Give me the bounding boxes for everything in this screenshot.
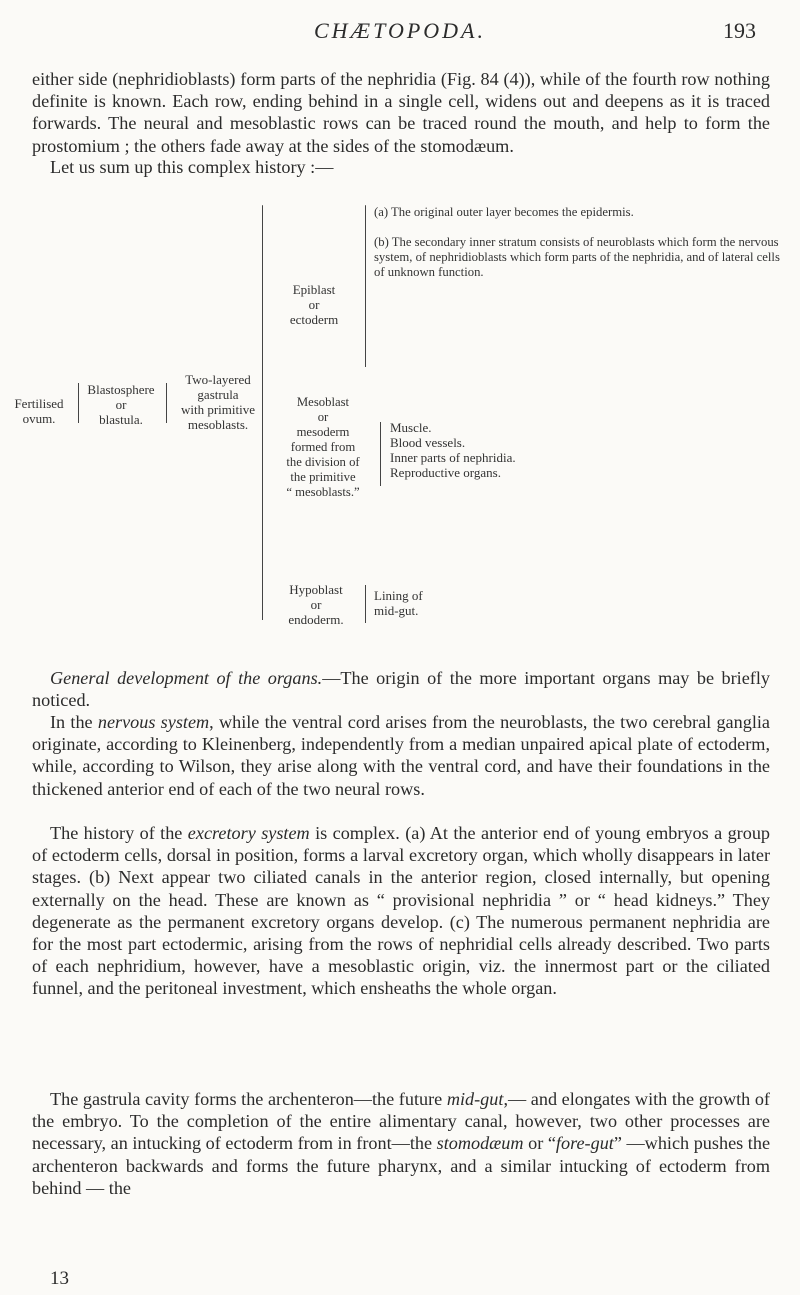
brace-stage-2 xyxy=(166,383,167,423)
page-header xyxy=(0,14,800,48)
stage-gastrula: Two-layered gastrula with primitive mesoblasts. xyxy=(180,372,256,432)
term-mid-gut: mid-gut xyxy=(446,1089,504,1109)
summary-line: Let us sum up this complex history :— xyxy=(50,157,334,177)
signature-mark: 13 xyxy=(50,1268,69,1289)
hypoblast-brace xyxy=(365,585,366,623)
section-heading: General development of the organs. xyxy=(50,668,323,688)
hypoblast-fate: Lining of mid-gut. xyxy=(374,588,423,618)
intro-paragraph: either side (nephridioblasts) form parts of the nephridia (Fig. 84 (4)), while of the fourth row nothing definite is known. Each row, ending behind in a single cell, widens out and deepens as it is traced forwards. The neural and mesoblastic rows can be traced round the mouth, and help to form the prostomium ; the others fade away at the sides of the stomodæum. xyxy=(32,69,770,156)
term-fore-gut: fore-gut xyxy=(555,1133,614,1154)
epiblast-fate-a: (a) The original outer layer becomes the epidermis. xyxy=(374,205,634,219)
epiblast-fate-b: (b) The secondary inner stratum consists of neuroblasts which form the nervous system, of nephridioblasts which form parts of the nephridia, and of lateral cells of unknown function. xyxy=(374,235,780,279)
paragraph-excretory-system: The history of the excretory system is complex. (a) At the anterior end of young embryos a group of ectoderm cells, dorsal in position, forms a larval excretory organ, which wholly disappears in later stages. (b) Next appear two ciliated canals in the anterior region, closed internally, but opening externally on the head. These are known as “ provisional nephridia ” or “ head kidneys.” They degenerate as the permanent excretory organs develop. (c) The numerous permanent nephridia are for the most part ectodermic, arising from the rows of nephridial cells already described. Two parts of each nephridium, however, have a mesoblastic origin, viz. the innermost part or the ciliated funnel, and the peritoneal investment, which ensheaths the whole organ. xyxy=(32,823,771,999)
running-title: CHÆTOPODA. xyxy=(313,18,486,43)
term-excretory-system: excretory system xyxy=(187,823,310,843)
mesoblast-brace xyxy=(380,422,381,486)
paragraph-general-development: General development of the organs.—The origin of the more important organs may be briefly noticed. xyxy=(32,668,771,711)
term-nervous-system: nervous system xyxy=(97,712,210,732)
stage-fertilised-ovum: Fertilised ovum. xyxy=(14,396,64,426)
page-number: 193 xyxy=(723,18,756,43)
stage-blastosphere: Blastosphere or blastula. xyxy=(87,382,155,427)
mesoblast-label: Mesoblast or mesoderm formed from the division of the primitive “ mesoblasts.” xyxy=(286,395,360,499)
mesoblast-fates: Muscle. Blood vessels. Inner parts of nephridia. Reproductive organs. xyxy=(390,420,516,480)
paragraph-alimentary-canal: The gastrula cavity forms the archenteron—the future mid-gut,— and elongates with the growth of the embryo. To the completion of the entire alimentary canal, however, two other processes are necessary, an intucking of ectoderm from in front—the stomodæum or “fore-gut” —which pushes the archenteron backwards and forms the future pharynx, and a similar intucking of ectoderm from behind — the xyxy=(32,1089,771,1198)
hypoblast-label: Hypoblast or endoderm. xyxy=(288,582,344,627)
paragraph-nervous-system: In the nervous system, while the ventral cord arises from the neuroblasts, the two cerebral ganglia originate, according to Kleinenberg, independently from a median unpaired apical plate of ectoderm, while, according to Wilson, they arise along with the ventral cord, and have their foundations in the thickened anterior end of each of the two neural rows. xyxy=(32,712,770,799)
main-brace xyxy=(262,205,263,620)
epiblast-brace xyxy=(365,205,366,367)
brace-stage-1 xyxy=(78,383,79,423)
epiblast-label: Epiblast or ectoderm xyxy=(289,282,339,327)
term-stomodaeum: stomodæum xyxy=(436,1133,524,1154)
